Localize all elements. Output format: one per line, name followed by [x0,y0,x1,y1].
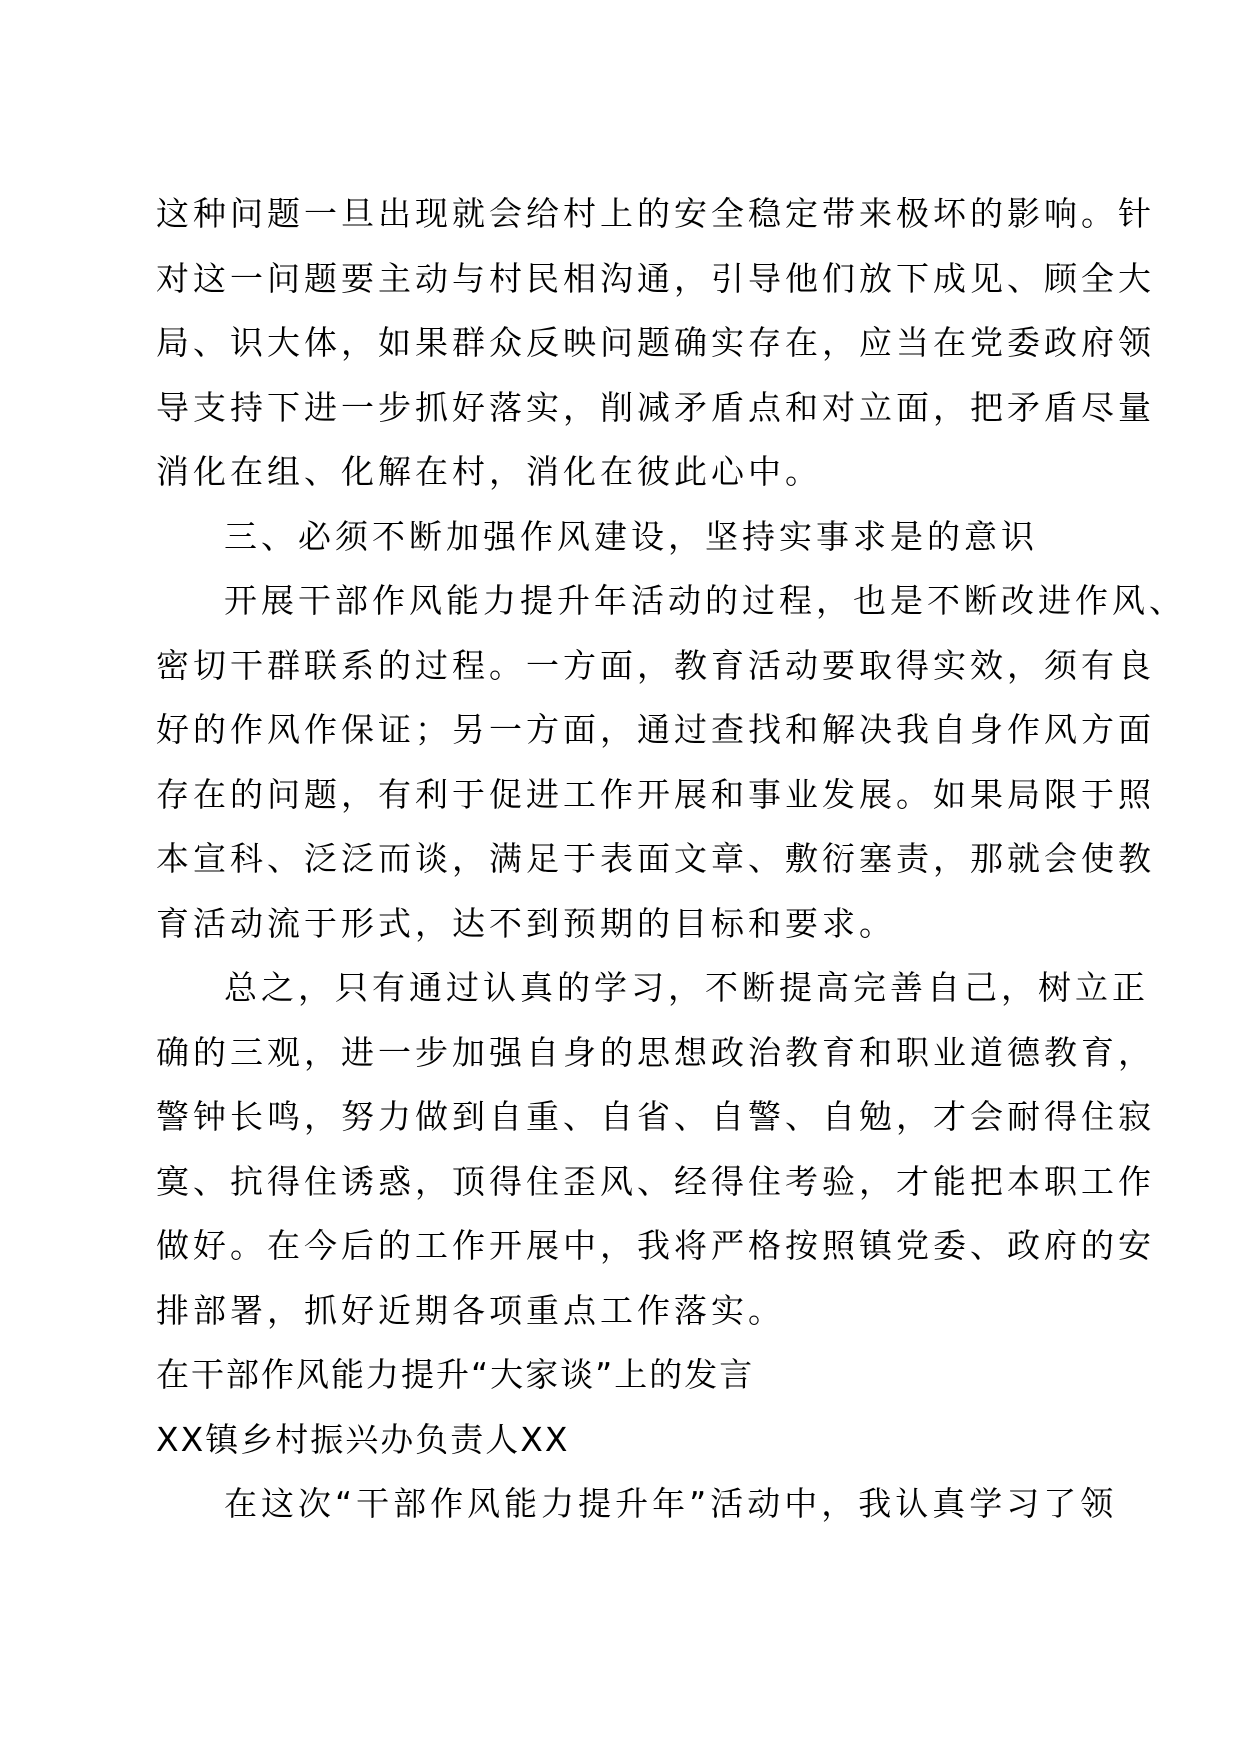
paragraph-line: 本宣科、泛泛而谈，满足于表面文章、敷衍塞责，那就会使教 [156,839,1155,878]
paragraph-line: 好的作风作保证；另一方面，通过查找和解决我自身作风方面 [156,710,1155,749]
paragraph-line: 在这次“干部作风能力提升年”活动中，我认真学习了领 [224,1484,1118,1523]
paragraph-line: 确的三观，进一步加强自身的思想政治教育和职业道德教育， [156,1032,1155,1072]
paragraph-line: 开展干部作风能力提升年活动的过程，也是不断改进作风、 [224,581,1186,620]
paragraph-line: 消化在组、化解在村，消化在彼此心中。 [156,452,822,491]
paragraph-line: 密切干群联系的过程。一方面，教育活动要取得实效，须有良 [156,645,1155,685]
paragraph-line: 总之，只有通过认真的学习，不断提高完善自己，树立正 [224,968,1149,1007]
paragraph-line: 对这一问题要主动与村民相沟通，引导他们放下成见、顾全大 [156,258,1155,298]
paragraph-line: 存在的问题，有利于促进工作开展和事业发展。如果局限于照 [156,774,1155,814]
paragraph-line: 育活动流于形式，达不到预期的目标和要求。 [156,903,896,943]
paragraph-line: 局、识大体，如果群众反映问题确实存在，应当在党委政府领 [156,323,1155,362]
paragraph-line: 排部署，抓好近期各项重点工作落实。 [156,1290,785,1330]
paragraph-line: 做好。在今后的工作开展中，我将严格按照镇党委、政府的安 [156,1226,1155,1265]
document-body [156,182,1186,1537]
paragraph-line: 导支持下进一步抓好落实，削减矛盾点和对立面，把矛盾尽量 [156,387,1155,427]
speaker-line: XX镇乡村振兴办负责人XX [156,1419,570,1459]
speech-title: 在干部作风能力提升“大家谈”上的发言 [156,1355,755,1394]
paragraph-line: 警钟长鸣，努力做到自重、自省、自警、自勉，才会耐得住寂 [156,1097,1155,1136]
paragraph-line: 这种问题一旦出现就会给村上的安全稳定带来极坏的影响。针 [156,194,1155,233]
section-heading: 三、必须不断加强作风建设，坚持实事求是的意识 [224,516,1038,556]
paragraph-line: 寞、抗得住诱惑，顶得住歪风、经得住考验，才能把本职工作 [156,1161,1155,1201]
